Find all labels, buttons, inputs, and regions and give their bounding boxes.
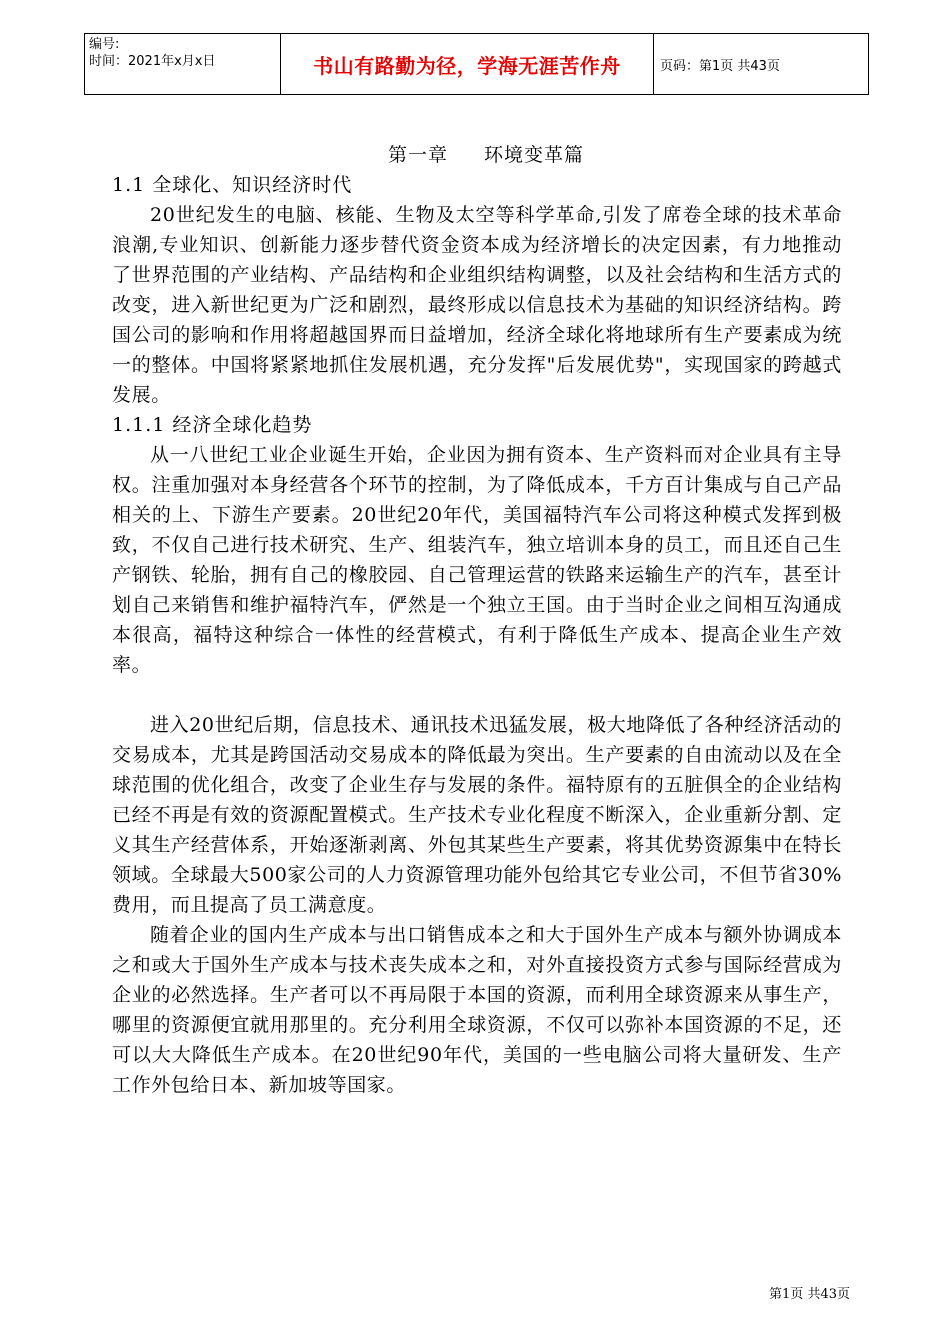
header-meta — [85, 34, 281, 94]
document-body — [112, 140, 842, 1100]
section-heading-1-1-1: 1.1.1 经济全球化趋势 — [112, 414, 313, 436]
paragraph-2: 从一八世纪工业企业诞生开始，企业因为拥有资本、生产资料而对企业具有主导权。注重加强对本身经营各个环节的控制，为了降低成本，千方百计集成与自己产品相关的上、下游生产要素。20世纪20年代，美国福特汽车公司将这种模式发挥到极致，不仅自己进行技术研究、生产、组装汽车，独立培训本身的员工，而且还自己生产钢铁、轮胎，拥有自己的橡胶园、自己管理运营的铁路来运输生产的汽车，甚至计划自己来销售和维护福特汽车，俨然是一个独立王国。由于当时企业之间相互沟通成本很高，福特这种综合一体性的经营模式，有利于降低生产成本、提高企业生产效率。 — [112, 444, 842, 676]
page-footer: 第1页 共43页 — [769, 1287, 850, 1302]
chapter-title — [112, 140, 842, 170]
chapter-name: 环境变革篇 — [484, 144, 585, 166]
header-motto: 书山有路勤为径，学海无涯苦作舟 — [281, 34, 654, 94]
paragraph-4: 随着企业的国内生产成本与出口销售成本之和大于国外生产成本与额外协调成本之和或大于国外生产成本与技术丧失成本之和，对外直接投资方式参与国际经营成为企业的必然选择。生产者可以不再局限于本国的资源，而利用全球资源来从事生产，哪里的资源便宜就用那里的。充分利用全球资源，不仅可以弥补本国资源的不足，还可以大大降低生产成本。在20世纪90年代，美国的一些电脑公司将大量研发、生产工作外包给日本、新加坡等国家。 — [112, 924, 842, 1096]
paragraph-spacer — [112, 680, 842, 710]
number-label: 编号: — [89, 37, 120, 52]
section-heading-1-1: 1.1 全球化、知识经济时代 — [112, 174, 353, 196]
paragraph-1: 20世纪发生的电脑、核能、生物及太空等科学革命,引发了席卷全球的技术革命浪潮,专业知识、创新能力逐步替代资金资本成为经济增长的决定因素，有力地推动了世界范围的产业结构、产品结构和企业组织结构调整，以及社会结构和生活方式的改变，进入新世纪更为广泛和剧烈，最终形成以信息技术为基础的知识经济结构。跨国公司的影响和作用将超越国界而日益增加，经济全球化将地球所有生产要素成为统一的整体。中国将紧紧地抓住发展机遇，充分发挥"后发展优势"，实现国家的跨越式发展。 — [112, 204, 842, 406]
chapter-number: 第一章 — [387, 144, 448, 166]
paragraph-3: 进入20世纪后期，信息技术、通讯技术迅猛发展，极大地降低了各种经济活动的交易成本，尤其是跨国活动交易成本的降低最为突出。生产要素的自由流动以及在全球范围的优化组合，改变了企业生存与发展的条件。福特原有的五脏俱全的企业结构已经不再是有效的资源配置模式。生产技术专业化程度不断深入，企业重新分割、定义其生产经营体系，开始逐渐剥离、外包其某些生产要素，将其优势资源集中在特长领域。全球最大500家公司的人力资源管理功能外包给其它专业公司，不但节省30%费用，而且提高了员工满意度。 — [112, 714, 842, 916]
header-page-info: 页码：第1页 共43页 — [660, 58, 780, 74]
time-label: 时间：2021年x月x日 — [89, 54, 216, 69]
page-header — [84, 33, 869, 95]
